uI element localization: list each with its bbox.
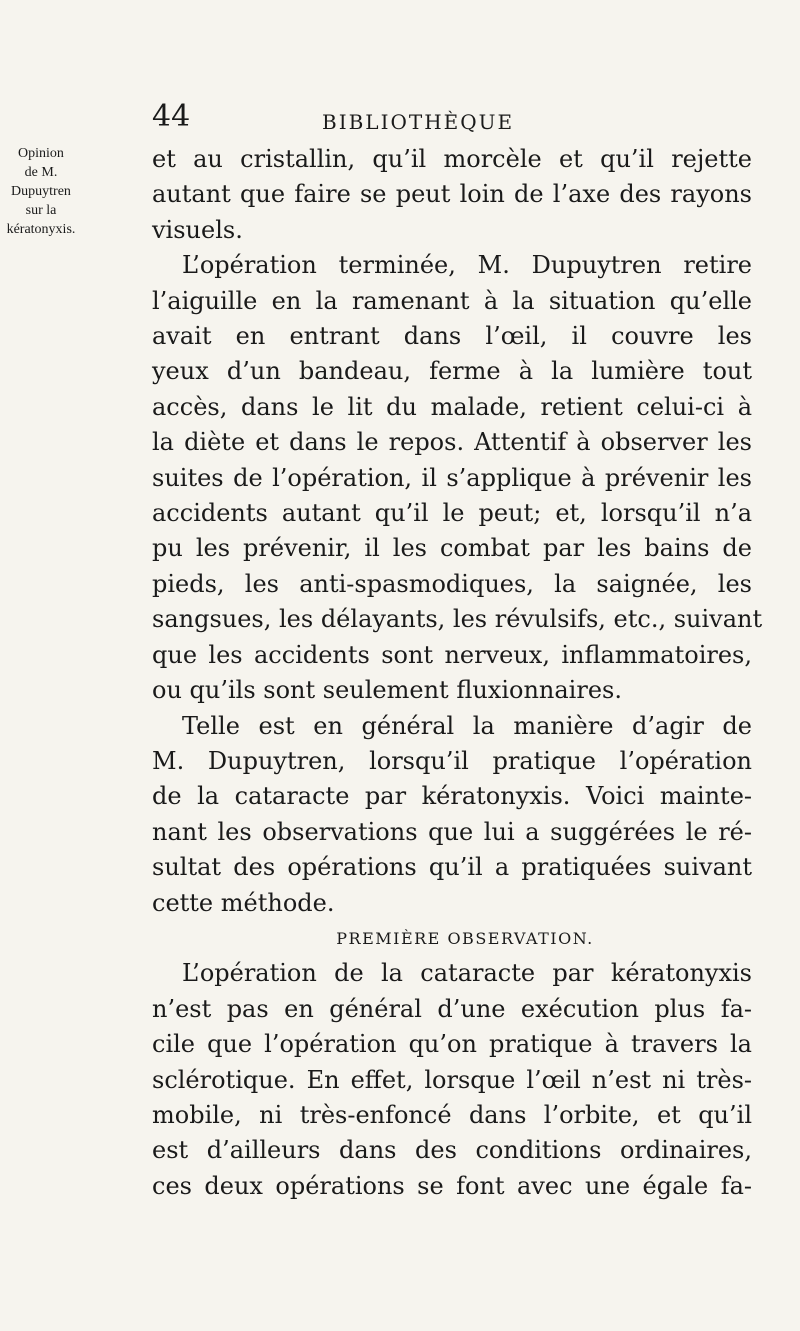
- margin-note-line: Dupuytren: [11, 184, 71, 199]
- text-line: pieds, les anti-spasmodiques, la saignée, les: [152, 569, 752, 598]
- body-text: [152, 142, 763, 1204]
- page-number: 44: [152, 99, 191, 134]
- text-line: yeux d’un bandeau, ferme à la lumière tout: [152, 357, 752, 386]
- text-line: n’est pas en général d’une exécution plus fa-: [152, 994, 752, 1023]
- text-line: sultat des opérations qu’il a pratiquées suivant: [152, 853, 752, 882]
- text-line: L’opération de la cataracte par kératonyxis: [182, 959, 752, 988]
- margin-note-line: Opinion: [18, 146, 64, 161]
- text-line: est d’ailleurs dans des conditions ordinaires,: [152, 1136, 752, 1165]
- text-line: nant les observations que lui a suggérées le ré-: [152, 817, 752, 846]
- text-line: de la cataracte par kératonyxis. Voici mainte-: [152, 782, 752, 811]
- text-line: mobile, ni très-enfoncé dans l’orbite, et qu’il: [152, 1100, 752, 1129]
- text-line: et au cristallin, qu’il morcèle et qu’il rejette: [152, 145, 752, 173]
- text-line: sclérotique. En effet, lorsque l’œil n’est ni très-: [152, 1065, 752, 1094]
- text-line: suites de l’opération, il s’applique à prévenir les: [152, 463, 752, 492]
- text-line: l’aiguille en la ramenant à la situation qu’elle: [152, 286, 752, 315]
- margin-note-line: kératonyxis.: [6, 222, 76, 237]
- text-line: ces deux opérations se font avec une égale fa-: [152, 1171, 752, 1200]
- text-line: ou qu’ils sont seulement fluxionnaires.: [152, 676, 622, 705]
- text-line: L’opération terminée, M. Dupuytren retire: [182, 251, 752, 280]
- text-line: accès, dans le lit du malade, retient celui-ci à: [152, 392, 752, 421]
- text-line: cette méthode.: [152, 888, 335, 917]
- text-line: accidents autant qu’il le peut; et, lorsqu’il n’a: [152, 499, 752, 528]
- text-line: M. Dupuytren, lorsqu’il pratique l’opération: [152, 746, 752, 775]
- text-line: avait en entrant dans l’œil, il couvre les: [152, 322, 752, 351]
- text-line: visuels.: [152, 215, 243, 244]
- margin-note-line: sur la: [25, 203, 57, 218]
- text-line: que les accidents sont nerveux, inflammatoires,: [152, 640, 752, 669]
- text-line: autant que faire se peut loin de l’axe des rayons: [152, 180, 752, 209]
- margin-note: [0, 144, 82, 239]
- text-line: la diète et dans le repos. Attentif à observer les: [152, 428, 752, 457]
- text-line: cile que l’opération qu’on pratique à travers la: [152, 1030, 752, 1059]
- margin-note-line: de M.: [24, 165, 58, 180]
- text-line: sangsues, les délayants, les révulsifs, etc., suivant: [152, 605, 763, 634]
- text-line: Telle est en général la manière d’agir de: [182, 711, 752, 740]
- text-line: pu les prévenir, il les combat par les bains de: [152, 534, 752, 563]
- running-head: BIBLIOTHÈQUE: [322, 110, 515, 134]
- section-title: PREMIÈRE OBSERVATION.: [336, 928, 594, 948]
